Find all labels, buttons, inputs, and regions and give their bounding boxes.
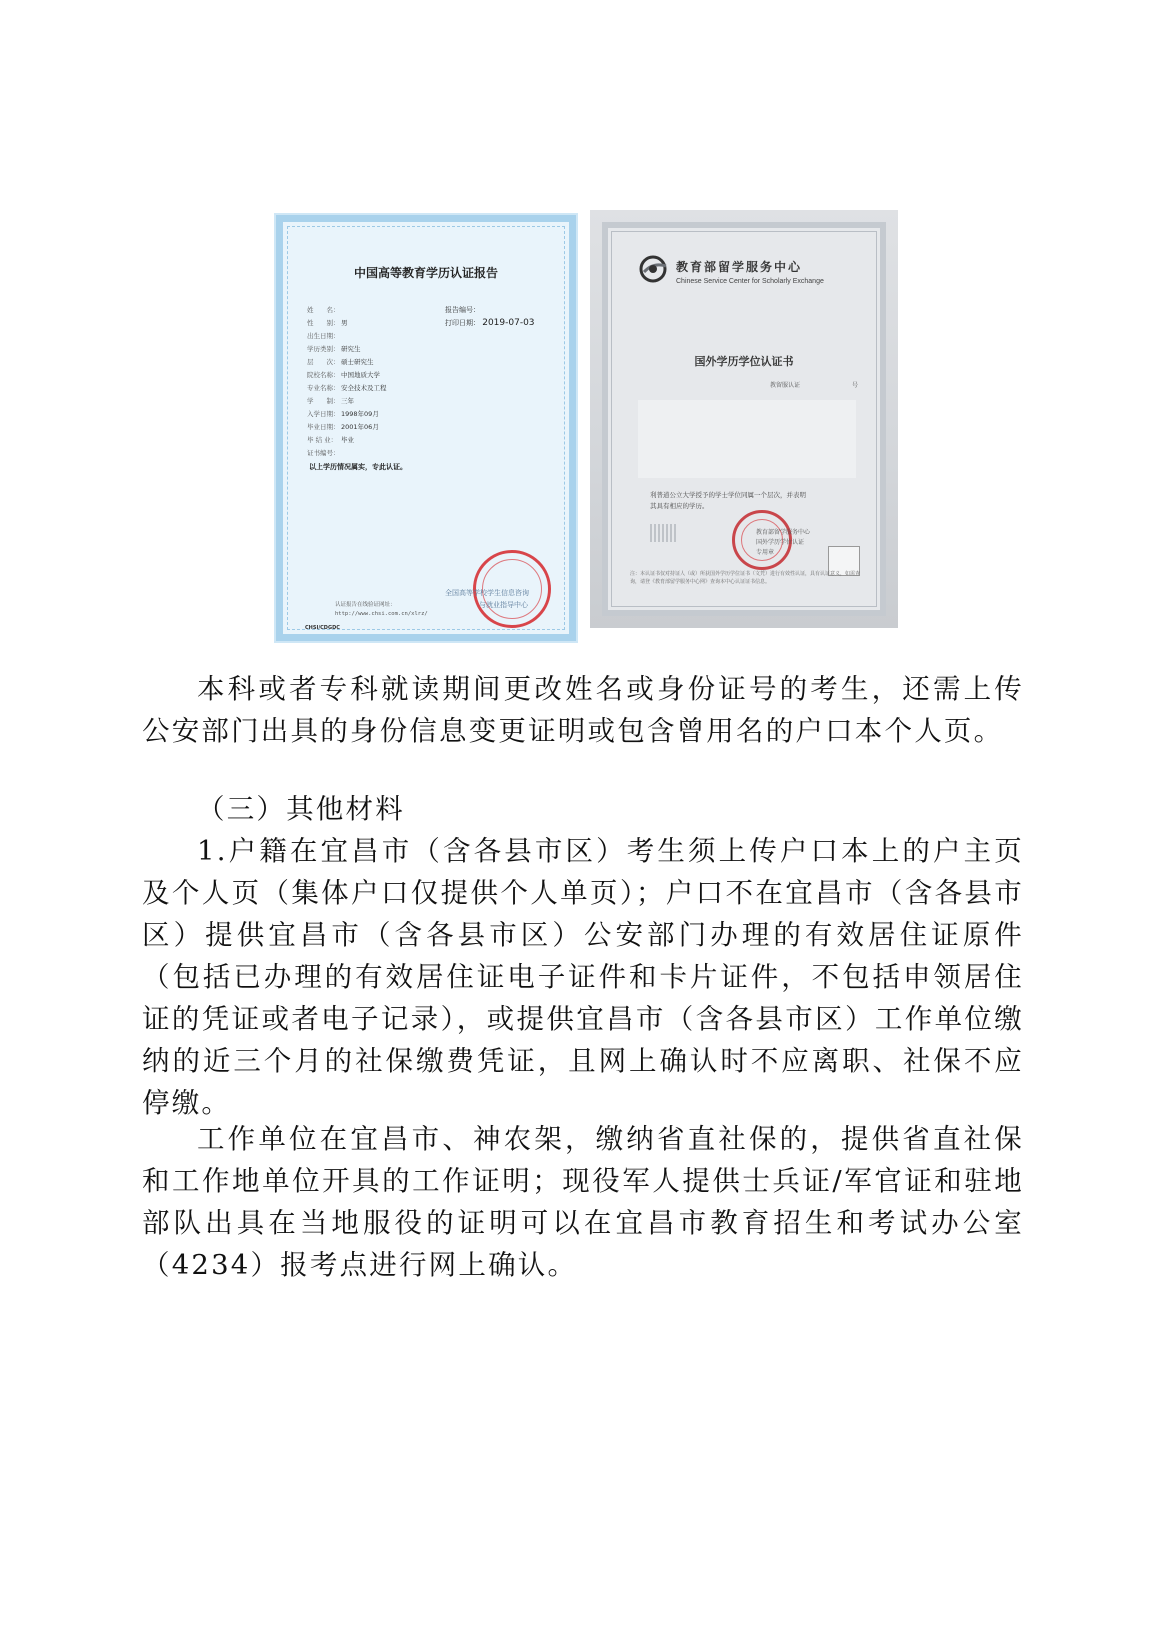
certificate-number-suffix: 号: [852, 382, 859, 389]
field-label: 性 别：: [307, 319, 340, 327]
field-label: 出生日期：: [307, 332, 340, 340]
seal-text-line: 国外学历学位认证: [756, 539, 805, 546]
field-label: 毕 结 业：: [307, 436, 338, 444]
certificate-number-label: 教留服认证: [770, 382, 801, 389]
print-date-label: 打印日期：: [445, 319, 480, 327]
certificate-title: 国外学历学位认证书: [694, 355, 794, 368]
certificate-text-line: 其具有相应的学历。: [650, 502, 709, 510]
field-row: [307, 448, 341, 457]
seal-text-line: 教育部留学服务中心: [756, 529, 811, 536]
field-label: 毕业日期：: [307, 423, 340, 431]
field-value: 男: [341, 319, 348, 327]
center-subname: 与就业指导中心: [479, 601, 528, 609]
field-row: [307, 370, 380, 379]
field-value: 毕业: [341, 436, 354, 444]
paragraph-name-change: 本科或者专科就读期间更改姓名或身份证号的考生，还需上传公安部门出具的身份信息变更证明或包含曾用名的户口本个人页。: [142, 673, 1024, 747]
print-date: 2019-07-03: [482, 318, 535, 328]
field-value: 三年: [341, 397, 354, 405]
paragraph-household-registration: 1.户籍在宜昌市（含各县市区）考生须上传户口本上的户主页及个人页（集体户口仅提供个人单页）；户口不在宜昌市（含各县市区）提供宜昌市（含各县市区）公安部门办理的有效居住证原件（包括已办理的有效居住证电子证件和卡片证件，不包括申领居住证的凭证或者电子记录），或提供宜昌市（含各县市区）工作单位缴纳的近三个月的社保缴费凭证，且网上确认时不应离职、社保不应停缴。: [142, 835, 1024, 1119]
redacted-area: [638, 400, 856, 478]
certificate-frame: [602, 222, 886, 616]
center-name: 全国高等学校学生信息咨询: [445, 589, 529, 597]
verify-url: http://www.chsi.com.cn/xlrz/: [335, 611, 428, 617]
paragraph-work-unit: 工作单位在宜昌市、神农架，缴纳省直社保的，提供省直社保和工作地单位开具的工作证明；现役军人提供士兵证/军官证和驻地部队出具在当地服役的证明可以在宜昌市教育招生和考试办公室（4234）报考点进行网上确认。: [142, 1123, 1024, 1281]
report-statement: 以上学历情况属实，专此认证。: [309, 463, 407, 471]
field-row: [307, 357, 374, 366]
field-label: 学 制：: [307, 397, 340, 405]
field-row: [307, 331, 341, 340]
cscse-logo-icon: [638, 254, 672, 284]
verify-label: 认证报告在线验证网址：: [335, 602, 396, 608]
redacted-mark: [650, 524, 678, 542]
field-row: [307, 318, 348, 327]
report-number-label: 报告编号：: [445, 306, 480, 314]
field-row: [307, 383, 387, 392]
field-row: [307, 422, 379, 431]
chsi-logo: CHSI/CDGDC: [305, 625, 340, 631]
org-name: 教育部留学服务中心: [676, 260, 803, 274]
field-label: 姓 名：: [307, 306, 340, 314]
field-row: [307, 344, 361, 353]
print-date-row: [445, 318, 535, 328]
field-row: [307, 396, 354, 405]
seal-caption: [756, 528, 810, 558]
field-label: 入学日期：: [307, 410, 340, 418]
field-row: [307, 435, 354, 444]
report-title: 中国高等教育学历认证报告: [353, 266, 498, 280]
field-value: 安全技术及工程: [341, 384, 387, 392]
field-row: [307, 305, 341, 314]
certificate-text: [650, 490, 864, 512]
certificate-text-line: 利普道公立大学授予的学士学位同属一个层次，并表明: [650, 491, 806, 499]
field-label: 专业名称：: [307, 384, 340, 392]
certificate-footnote: 注：本认证书仅对持证人（或）所获国外学历学位证书（文凭）进行有效性认证，具有认证意义，如需查询，请登《教育部留学服务中心网》查询本中心认证证书信息。: [630, 571, 861, 585]
field-value: 中国地质大学: [341, 371, 380, 379]
section-heading-other-materials: （三）其他材料: [197, 793, 405, 825]
foreign-degree-certificate-image: [590, 210, 898, 628]
field-value: 1998年09月: [341, 410, 379, 418]
field-value: 2001年06月: [341, 423, 379, 431]
field-label: 院校名称：: [307, 371, 340, 379]
degree-report-image: [276, 215, 576, 641]
field-row: [307, 409, 379, 418]
org-name-english: Chinese Service Center for Scholarly Exchange: [676, 278, 824, 285]
field-value: 研究生: [341, 345, 361, 353]
field-label: 证书编号：: [307, 449, 340, 457]
seal-text-line: 专用章: [756, 549, 775, 556]
field-label: 学历类别：: [307, 345, 340, 353]
field-value: 硕士研究生: [341, 358, 374, 366]
field-label: 层 次：: [307, 358, 340, 366]
